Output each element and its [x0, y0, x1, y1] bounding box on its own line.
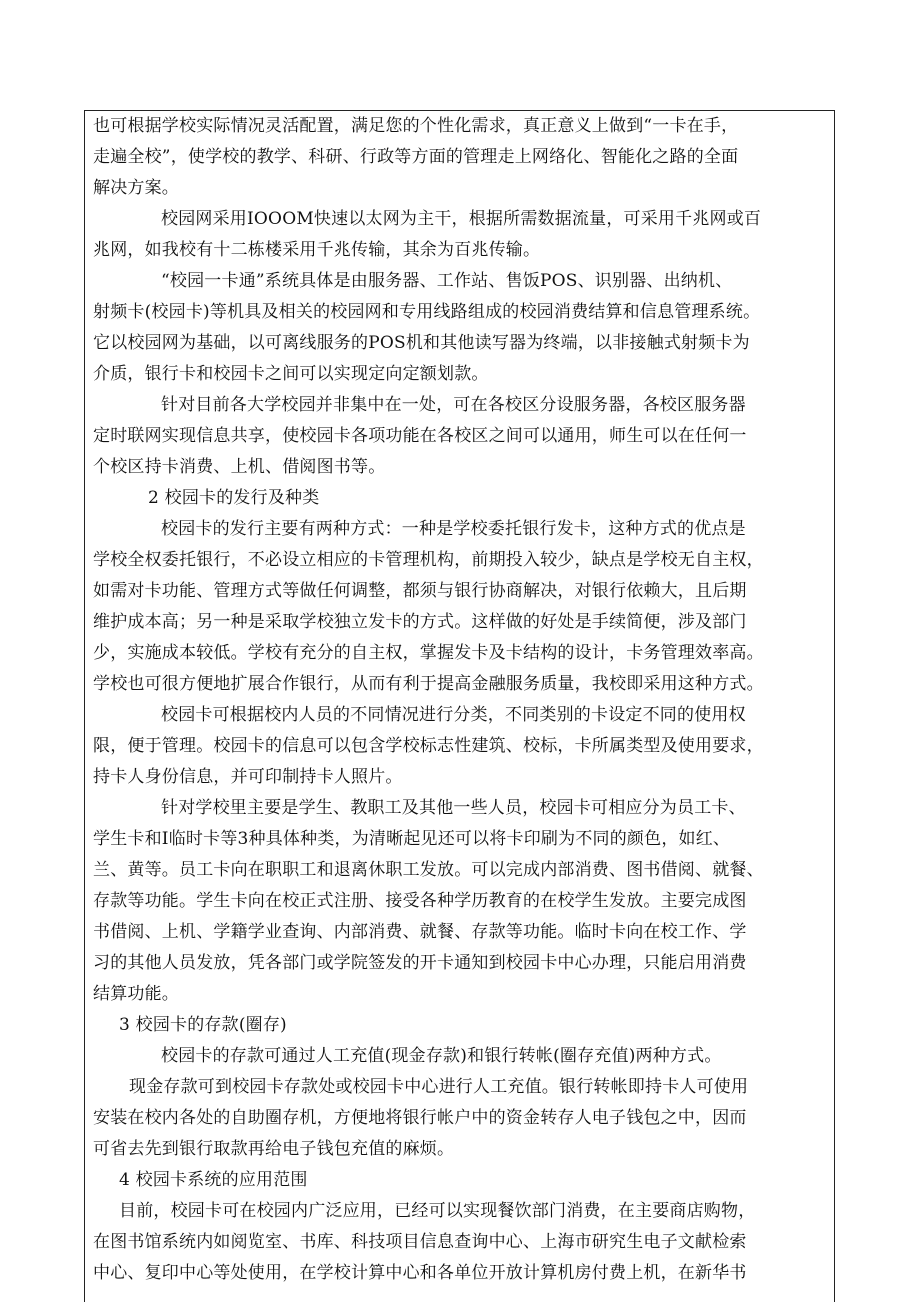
text-line: 2 校园卡的发行及种类	[148, 488, 320, 508]
text-line: 它以校园网为基础，以可离线服务的POS机和其他读写器为终端，以非接触式射频卡为	[93, 333, 750, 353]
text-line: 定时联网实现信息共享，使校园卡各项功能在各校区之间可以通用，师生可以在任何一	[93, 426, 747, 446]
text-line: 针对目前各大学校园并非集中在一处，可在各校区分设服务器，各校区服务器	[161, 395, 746, 415]
text-line: 习的其他人员发放，凭各部门或学院签发的开卡通知到校园卡中心办理，只能启用消费	[93, 953, 747, 973]
text-line: 校园卡的发行主要有两种方式：一种是学校委托银行发卡，这种方式的优点是	[161, 519, 746, 539]
text-line: 维护成本高；另一种是采取学校独立发卡的方式。这样做的好处是手续简便，涉及部门	[93, 612, 747, 632]
text-line: 4 校园卡系统的应用范围	[119, 1170, 308, 1190]
text-line: 学生卡和I临时卡等3种具体种类，为清晰起见还可以将卡印刷为不同的颜色，如红、	[93, 829, 731, 849]
text-line: 走遍全校”，使学校的教学、科研、行政等方面的管理走上网络化、智能化之路的全面	[93, 147, 739, 167]
text-line: 结算功能。	[93, 984, 179, 1004]
text-line: 射频卡(校园卡)等机具及相关的校园网和专用线路组成的校园消费结算和信息管理系统。	[93, 302, 761, 322]
text-line: 目前，校园卡可在校园内广泛应用，已经可以实现餐饮部门消费，在主要商店购物，	[119, 1201, 756, 1221]
text-line: 存款等功能。学生卡向在校正式注册、接受各种学历教育的在校学生发放。主要完成图	[93, 891, 747, 911]
text-line: 学校全权委托银行，不必设立相应的卡管理机构，前期投入较少，缺点是学校无自主权，	[93, 550, 764, 570]
text-line: 介质，银行卡和校园卡之间可以实现定向定额划款。	[93, 364, 489, 384]
text-line: 3 校园卡的存款(圈存)	[119, 1015, 287, 1035]
text-line: 校园网采用IOOOM快速以太网为主干，根据所需数据流量，可采用千兆网或百	[161, 209, 762, 229]
text-line: 兆网，如我校有十二栋楼采用千兆传输，其余为百兆传输。	[93, 240, 541, 260]
text-line: 中心、复印中心等处使用，在学校计算中心和各单位开放计算机房付费上机，在新华书	[93, 1263, 747, 1283]
text-line: 针对学校里主要是学生、教职工及其他一些人员，校园卡可相应分为员工卡、	[161, 798, 746, 818]
text-line: 在图书馆系统内如阅览室、书库、科技项目信息查询中心、上海市研究生电子文献检索	[93, 1232, 747, 1252]
text-line: “校园一卡通”系统具体是由服务器、工作站、售饭POS、识别器、出纳机、	[161, 271, 733, 291]
document-body	[93, 111, 805, 1289]
text-line: 可省去先到银行取款再给电子钱包充值的麻烦。	[93, 1139, 455, 1159]
text-line: 安装在校内各处的自助圈存机，方便地将银行帐户中的资金转存人电子钱包之中，因而	[93, 1108, 747, 1128]
text-line: 也可根据学校实际情况灵活配置，满足您的个性化需求，真正意义上做到“一卡在手，	[93, 116, 739, 136]
text-line: 兰、黄等。员工卡向在职职工和退离休职工发放。可以完成内部消费、图书借阅、就餐、	[93, 860, 764, 880]
text-line: 限，便于管理。校园卡的信息可以包含学校标志性建筑、校标，卡所属类型及使用要求，	[93, 736, 764, 756]
text-line: 现金存款可到校园卡存款处或校园卡中心进行人工充值。银行转帐即持卡人可使用	[129, 1077, 749, 1097]
text-line: 持卡人身份信息，并可印制持卡人照片。	[93, 767, 403, 787]
text-line: 解决方案。	[93, 178, 179, 198]
text-line: 少，实施成本较低。学校有充分的自主权，掌握发卡及卡结构的设计，卡务管理效率高。	[93, 643, 764, 663]
text-line: 个校区持卡消费、上机、借阅图书等。	[93, 457, 386, 477]
text-line: 校园卡的存款可通过人工充值(现金存款)和银行转帐(圈存充值)两种方式。	[161, 1046, 722, 1066]
text-line: 校园卡可根据校内人员的不同情况进行分类，不同类别的卡设定不同的使用权	[161, 705, 746, 725]
text-line: 学校也可很方便地扩展合作银行，从而有利于提高金融服务质量，我校即采用这种方式。	[93, 674, 764, 694]
text-line: 书借阅、上机、学籍学业查询、内部消费、就餐、存款等功能。临时卡向在校工作、学	[93, 922, 747, 942]
text-line: 如需对卡功能、管理方式等做任何调整，都须与银行协商解决，对银行依赖大，且后期	[93, 581, 747, 601]
